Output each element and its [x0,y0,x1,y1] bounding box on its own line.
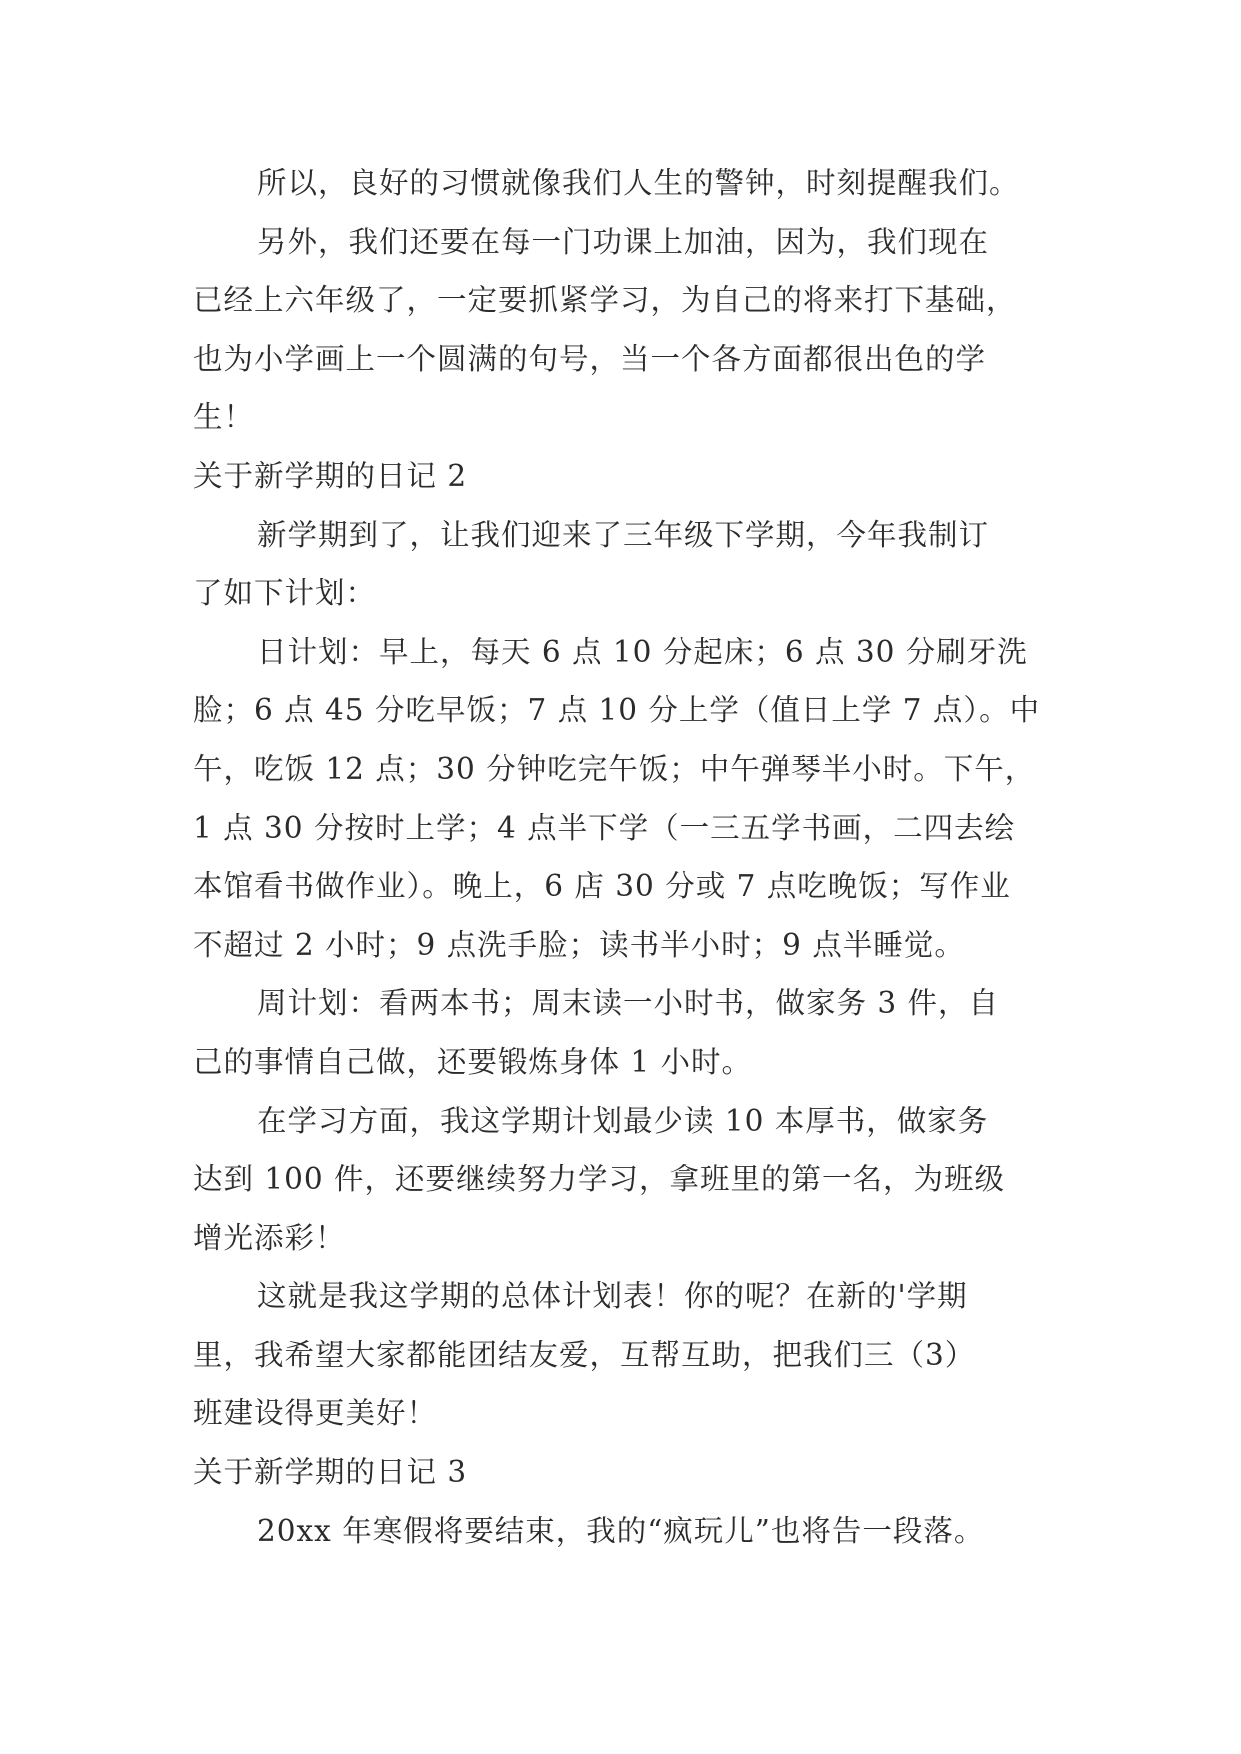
text-line: 里，我希望大家都能团结友爱，互帮互助，把我们三（3） [193,1337,976,1372]
text-line: 在学习方面，我这学期计划最少读 10 本厚书，做家务 [257,1103,989,1138]
text-line: 也为小学画上一个圆满的句号，当一个各方面都很出色的学 [193,341,987,376]
text-line: 日计划：早上，每天 6 点 10 分起床；6 点 30 分刷牙洗 [257,634,1028,669]
text-line: 不超过 2 小时；9 点洗手脸；读书半小时；9 点半睡觉。 [193,927,965,962]
text-line: 这就是我这学期的总体计划表！你的呢？在新的'学期 [257,1279,968,1314]
text-line: 周计划：看两本书；周末读一小时书，做家务 3 件，自 [257,986,1000,1021]
text-line: 新学期到了，让我们迎来了三年级下学期，今年我制订 [257,517,990,552]
text-line: 20xx 年寒假将要结束，我的“疯玩儿”也将告一段落。 [257,1513,985,1548]
text-line: 生！ [193,400,255,435]
section-heading: 关于新学期的日记 2 [193,458,468,493]
document-body [193,154,1063,1560]
text-line: 已经上六年级了，一定要抓紧学习，为自己的将来打下基础， [193,283,1017,318]
text-line: 达到 100 件，还要继续努力学习，拿班里的第一名，为班级 [193,1162,1006,1197]
text-line: 己的事情自己做，还要锻炼身体 1 小时。 [193,1044,753,1079]
text-line: 所以，良好的习惯就像我们人生的警钟，时刻提醒我们。 [257,166,1020,200]
section-heading: 关于新学期的日记 3 [193,1455,468,1490]
text-line: 增光添彩！ [193,1220,346,1255]
text-line: 午，吃饭 12 点；30 分钟吃完午饭；中午弹琴半小时。下午， [193,751,1036,786]
text-line: 另外，我们还要在每一门功课上加油，因为，我们现在 [257,224,990,259]
text-line: 班建设得更美好！ [193,1396,438,1431]
text-line: 脸；6 点 45 分吃早饭；7 点 10 分上学（值日上学 7 点）。中 [193,693,1041,728]
text-line: 1 点 30 分按时上学；4 点半下学（一三五学书画，二四去绘 [193,810,1016,845]
text-line: 了如下计划： [193,576,377,611]
text-line: 本馆看书做作业）。晚上，6 店 30 分或 7 点吃晚饭；写作业 [193,869,1011,904]
